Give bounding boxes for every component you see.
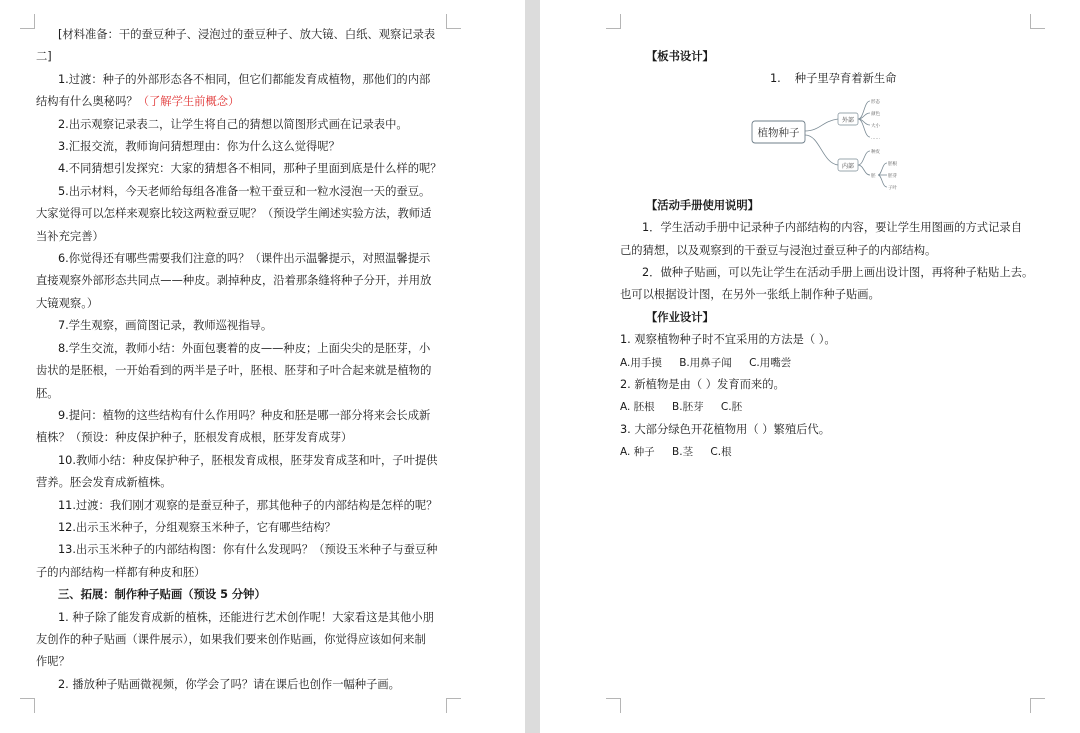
crop-mark bbox=[606, 14, 621, 29]
text-line: 4.不同猜想引发探究：大家的猜想各不相同，那种子里面到底是什么样的呢？ bbox=[58, 162, 442, 176]
option: B.茎 bbox=[672, 446, 694, 459]
crop-mark bbox=[446, 14, 461, 29]
text-line: 13.出示玉米种子的内部结构图：你有什么发现吗？（预设玉米种子与蚕豆种 bbox=[58, 543, 438, 557]
mind-map-edge bbox=[805, 119, 838, 131]
mind-map-branch-outer: 外部 bbox=[841, 116, 855, 124]
option: C.用嘴尝 bbox=[749, 356, 792, 369]
option: A. 胚根 bbox=[620, 401, 655, 414]
board-heading-number: 1. bbox=[770, 72, 781, 86]
text-line: 2.出示观察记录表二，让学生将自己的猜想以简图形式画在记录表中。 bbox=[58, 117, 408, 131]
text-line: 9.提问：植物的这些结构有什么作用吗？种皮和胚是哪一部分将来会长成新 bbox=[58, 408, 431, 422]
crop-mark bbox=[20, 698, 35, 713]
homework-question: 2. 新植物是由（ ）发育而来的。 bbox=[620, 378, 785, 392]
homework-options bbox=[620, 352, 1038, 374]
text-line: 5.出示材料，今天老师给每组各准备一粒干蚕豆和一粒水浸泡一天的蚕豆。 bbox=[58, 184, 431, 198]
text-line: 友创作的种子贴画（课件展示），如果我们要来创作贴画，你觉得应该如何来制 bbox=[36, 632, 426, 646]
text-line: 己的猜想，以及观察到的干蚕豆与浸泡过蚕豆种子的内部结构。 bbox=[620, 243, 937, 257]
red-note: （了解学生前概念） bbox=[137, 95, 240, 109]
mind-map-center: 植物种子 bbox=[757, 126, 800, 139]
crop-mark bbox=[606, 698, 621, 713]
option: B.胚芽 bbox=[672, 401, 704, 414]
board-heading-text: 种子里孕育着新生命 bbox=[794, 72, 897, 86]
text-line: 2．做种子贴画，可以先让学生在活动手册上画出设计图，再将种子粘贴上去。 bbox=[642, 266, 1034, 280]
text-line-part: 结构有什么奥秘吗？ bbox=[36, 95, 138, 109]
mind-map-leaf: 大小 bbox=[871, 123, 880, 129]
left-page bbox=[0, 0, 525, 733]
text-line: 作呢？ bbox=[36, 655, 70, 669]
homework-options bbox=[620, 396, 1038, 418]
manual-title: 【活动手册使用说明】 bbox=[646, 198, 759, 212]
text-line: 胚。 bbox=[36, 386, 59, 400]
mind-map-edge bbox=[878, 175, 887, 187]
mind-map-leaf: 颜色 bbox=[871, 111, 880, 117]
right-text-body bbox=[620, 46, 1038, 464]
text-line: 直接观察外部形态共同点——种皮。剥掉种皮，沿着那条缝将种子分开，并用放 bbox=[36, 274, 432, 288]
text-line: 1.过渡：种子的外部形态各不相同，但它们都能发育成植物，那他们的内部 bbox=[58, 72, 431, 86]
homework-question: 1. 观察植物种子时不宜采用的方法是（ ）。 bbox=[620, 333, 836, 347]
section-heading: 三、拓展：制作种子贴画（预设 5 分钟） bbox=[58, 588, 266, 602]
mind-map-svg bbox=[750, 93, 930, 193]
mind-map-leaf: 子叶 bbox=[888, 185, 897, 191]
homework-title: 【作业设计】 bbox=[646, 310, 714, 324]
text-line: 7.学生观察，画简图记录，教师巡视指导。 bbox=[58, 319, 273, 333]
option: C.胚 bbox=[720, 401, 743, 414]
option: C.根 bbox=[710, 446, 732, 459]
text-line: 6.你觉得还有哪些需要我们注意的吗？（课件出示温馨提示，对照温馨提示 bbox=[58, 252, 431, 266]
text-line: 当补充完善） bbox=[36, 229, 104, 243]
mind-map-edge bbox=[858, 151, 870, 165]
crop-mark bbox=[446, 698, 461, 713]
text-line: 二] bbox=[36, 50, 52, 64]
board-heading bbox=[620, 68, 1038, 90]
text-line: 1．学生活动手册中记录种子内部结构的内容，要让学生用图画的方式记录自 bbox=[642, 221, 1022, 235]
option: A. 种子 bbox=[620, 446, 655, 459]
text-line: 也可以根据设计图，在另外一张纸上制作种子贴画。 bbox=[620, 288, 880, 302]
mind-map-leaf: 胚芽 bbox=[888, 173, 897, 179]
text-line: 大家觉得可以怎样来观察比较这两粒蚕豆呢？（预设学生阐述实验方法，教师适 bbox=[36, 207, 432, 221]
text-line: 营养。胚会发育成新植株。 bbox=[36, 476, 172, 490]
mind-map-leaf: 形态 bbox=[871, 99, 880, 105]
mind-map-branch-inner: 内部 bbox=[841, 162, 855, 170]
mind-map-edge bbox=[858, 165, 870, 175]
crop-mark bbox=[1030, 14, 1045, 29]
page-gap bbox=[525, 0, 540, 733]
mind-map-edge bbox=[805, 135, 838, 165]
mind-map bbox=[620, 93, 1038, 193]
homework-options bbox=[620, 441, 1038, 463]
text-line: 齿状的是胚根，一开始看到的两半是子叶，胚根、胚芽和子叶合起来就是植物的 bbox=[36, 364, 432, 378]
text-line: 11.过渡：我们刚才观察的是蚕豆种子，那其他种子的内部结构是怎样的呢？ bbox=[58, 498, 438, 512]
right-page bbox=[540, 0, 1080, 733]
text-line: 2. 播放种子贴画微视频，你学会了吗？请在课后也创作一幅种子画。 bbox=[58, 677, 400, 691]
board-title: 【板书设计】 bbox=[646, 50, 714, 63]
mind-map-leaf: 胚 bbox=[871, 173, 876, 179]
text-line: 12.出示玉米种子，分组观察玉米种子，它有哪些结构？ bbox=[58, 520, 336, 534]
crop-mark bbox=[1030, 698, 1045, 713]
text-line: 3.汇报交流，教师询问猜想理由：你为什么这么觉得呢？ bbox=[58, 140, 340, 154]
text-line: 子的内部结构一样都有种皮和胚） bbox=[36, 565, 206, 579]
text-line bbox=[36, 91, 446, 113]
text-line: 大镜观察。） bbox=[36, 296, 99, 310]
text-line: 植株？（预设：种皮保护种子，胚根发育成根，胚芽发育成芽） bbox=[36, 431, 353, 445]
left-text-body bbox=[36, 24, 446, 696]
mind-map-leaf: 胚根 bbox=[888, 161, 897, 167]
text-line: [材料准备：干的蚕豆种子、浸泡过的蚕豆种子、放大镜、白纸、观察记录表 bbox=[58, 28, 436, 41]
mind-map-edge bbox=[878, 163, 887, 175]
homework-question: 3. 大部分绿色开花植物用（ ）繁殖后代。 bbox=[620, 422, 831, 436]
text-line: 1. 种子除了能发育成新的植株，还能进行艺术创作呢！大家看这是其他小朋 bbox=[58, 610, 434, 624]
mind-map-leaf: …… bbox=[871, 135, 880, 141]
crop-mark bbox=[20, 14, 35, 29]
text-line: 10.教师小结：种皮保护种子，胚根发育成根，胚芽发育成茎和叶，子叶提供 bbox=[58, 453, 438, 467]
option: B.用鼻子闻 bbox=[679, 356, 732, 369]
option: A.用手摸 bbox=[620, 356, 662, 369]
text-line: 8.学生交流，教师小结：外面包裹着的皮——种皮；上面尖尖的是胚芽，小 bbox=[58, 341, 431, 355]
mind-map-leaf: 种皮 bbox=[871, 149, 880, 155]
